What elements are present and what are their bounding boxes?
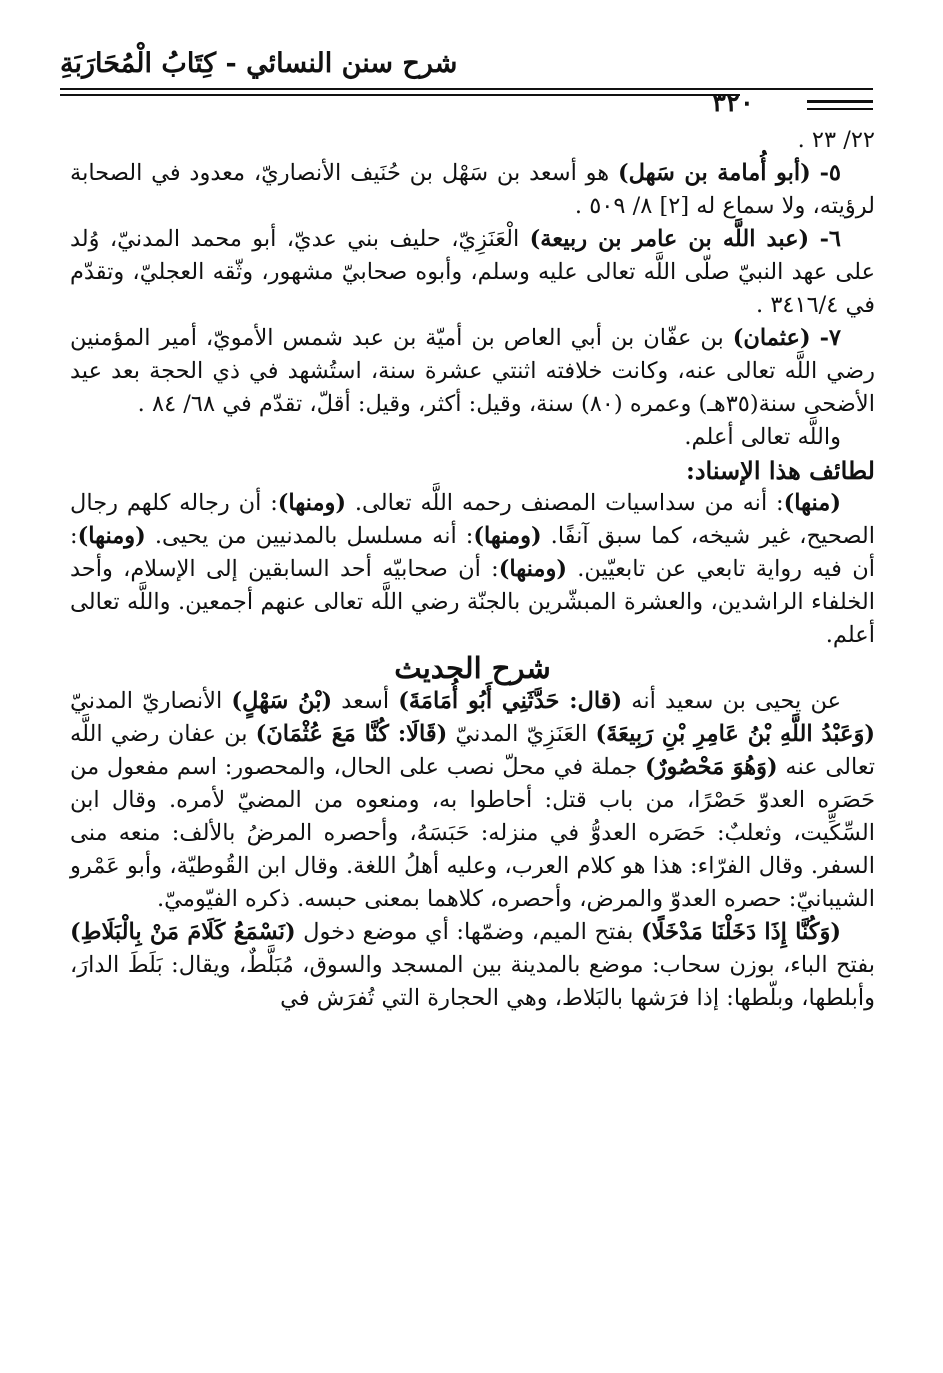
narrator-6-number: ٦- — [819, 226, 841, 252]
header-rule-left — [60, 94, 740, 96]
hadith-quote: (نَسْمَعُ كَلَامَ مَنْ بِالْبَلَاطِ) — [70, 919, 296, 945]
hadith-quote: (وَعَبْدُ اللَّهِ بْنُ عَامِرِ بْنِ رَبِيعَةَ) — [595, 721, 875, 747]
hadith-quote: (بْنُ سَهْلٍ) — [231, 688, 333, 714]
lataif-text: : أن صحابيّه أحد السابقين إلى الإسلام، وأحد الخلفاء الراشدين، والعشرة المبشّرين بالجنّة رضي اللَّه تعالى عنهم أجمعين. واللَّه تعالى أعلم. — [70, 556, 875, 648]
sharh-paragraph-1 — [70, 685, 875, 916]
narrator-5-number: ٥- — [819, 160, 842, 186]
header-rule-right-b — [807, 108, 873, 110]
lataif-text: : أن رجاله كلهم رجال الصحيح، غير شيخه، كما سبق آنفًا. — [70, 490, 875, 549]
lataif-marker: (ومنها) — [77, 523, 146, 549]
sharh-text: بن عفان رضي اللَّه تعالى عنه — [70, 721, 875, 780]
sharh-text: بفتح الميم، وضمّها: أي موضع دخول — [295, 919, 641, 945]
lataif-marker: (منها) — [783, 490, 841, 516]
lataif-text: : أنه مسلسل بالمدنيين من يحيى. — [145, 523, 474, 549]
sharh-text: بفتح الباء، بوزن سحاب: موضع بالمدينة بين المسجد والسوق، مُبَلَّطٌ، ويقال: بَلَطَ الدارَ، وأبلطها، وبلّطها: إذا فرَشها بالبَلاط، وهي الحجارة التي تُفرَش في — [70, 952, 875, 1011]
narrator-7-number: ٧- — [819, 325, 841, 351]
narrator-5 — [70, 157, 875, 223]
narrator-5-text: هو أسعد بن سَهْل بن حُنَيف الأنصاريّ، معدود في الصحابة لرؤيته، ولا سماع له [٢] ٨/ ٥٠٩ . — [70, 160, 875, 219]
closing-line: واللَّه تعالى أعلم. — [684, 424, 841, 450]
hadith-quote: (قال: حَدَّثَنِي أَبُو أُمَامَةَ) — [398, 688, 623, 714]
sharh-text: الأنصاريّ المدنيّ — [70, 688, 232, 714]
hadith-quote: (وَهُوَ مَحْصُورٌ) — [645, 754, 778, 780]
narrator-6-name: (عبد اللَّه بن عامر بن ربيعة) — [529, 226, 810, 252]
lataif-marker: (ومنها) — [498, 556, 567, 582]
sharh-text: عن يحيى بن سعيد أنه — [622, 688, 842, 714]
lataif-marker: (ومنها) — [277, 490, 347, 516]
sharh-paragraph-2 — [70, 916, 875, 1015]
sharh-text: العَنَزِيّ المدنيّ — [447, 721, 596, 747]
narrator-7 — [70, 322, 875, 421]
continuation-line: ٢٢/ ٢٣ . — [797, 127, 875, 153]
sharh-text: أسعد — [332, 688, 399, 714]
hadith-quote: (وَكُنَّا إِذَا دَخَلْنَا مَدْخَلًا) — [641, 919, 842, 945]
narrator-7-text: بن عفّان بن أبي العاص بن أميّة بن عبد شمس الأمويّ، أمير المؤمنين رضي اللَّه تعالى عنه، وكانت خلافته اثنتي عشرة سنة، استُشهد في ذي الحجة بعد عيد الأضحى سنة(٣٥هـ) وعمره (٨٠) سنة، وقيل: أكثر، وقيل: أقلّ، تقدّم في ٦٨/ ٨٤ . — [70, 325, 875, 417]
sharh-text: جملة في محلّ نصب على الحال، والمحصور: اسم مفعول من حَصَره العدوّ حَصْرًا، من باب قتل: أحاطوا به، ومنعوه من المضيّ لأمره. وقال ابن السِّكِّيت، وثعلبٌ: حَصَره العدوُّ في منزله: حَبَسَهُ، وأحصره المرضُ بالألف: منعه منى السفر. وقال الفرّاء: هذا هو كلام العرب، وعليه أهلُ اللغة. وقال ابن القُوطيّة، وأبو عَمْرو الشيبانيّ: حصره العدوّ والمرض، وأحصره، كلاهما بمعنى حبسه. ذكره الفيّوميّ. — [70, 754, 875, 912]
lataif-marker: (ومنها) — [473, 523, 542, 549]
lataif-text: : أنه من سداسيات المصنف رحمه اللَّه تعالى. — [346, 490, 784, 516]
header-rule-right-a — [807, 100, 873, 103]
sharh-heading: شرح الحديث — [394, 651, 551, 685]
hadith-quote: (قَالَا: كُنَّا مَعَ عُثْمَانَ) — [255, 721, 448, 747]
page-header — [60, 48, 873, 118]
page-number: ٣٢٠ — [712, 88, 754, 118]
narrator-7-name: (عثمان) — [732, 325, 811, 351]
lataif-paragraph — [70, 487, 875, 652]
narrator-5-name: (أبو أُمامة بن سَهل) — [617, 160, 811, 186]
running-title: شرح سنن النسائي - كِتَابُ الْمُحَارَبَةِ — [60, 48, 458, 79]
narrator-6-text: الْعَنَزِيّ، حليف بني عديّ، أبو محمد المدنيّ، وُلد على عهد النبيّ صلّى اللَّه تعالى عليه وسلم، وأبوه صحابيّ مشهور، وثّقه العجليّ، وتقدّم في ٣٤١٦/٤ . — [70, 226, 875, 318]
narrator-6 — [70, 223, 875, 322]
page-body — [70, 124, 875, 1015]
lataif-text: : أن فيه رواية تابعي عن تابعيّين. — [70, 523, 875, 582]
lataif-heading: لطائف هذا الإسناد: — [685, 456, 875, 485]
